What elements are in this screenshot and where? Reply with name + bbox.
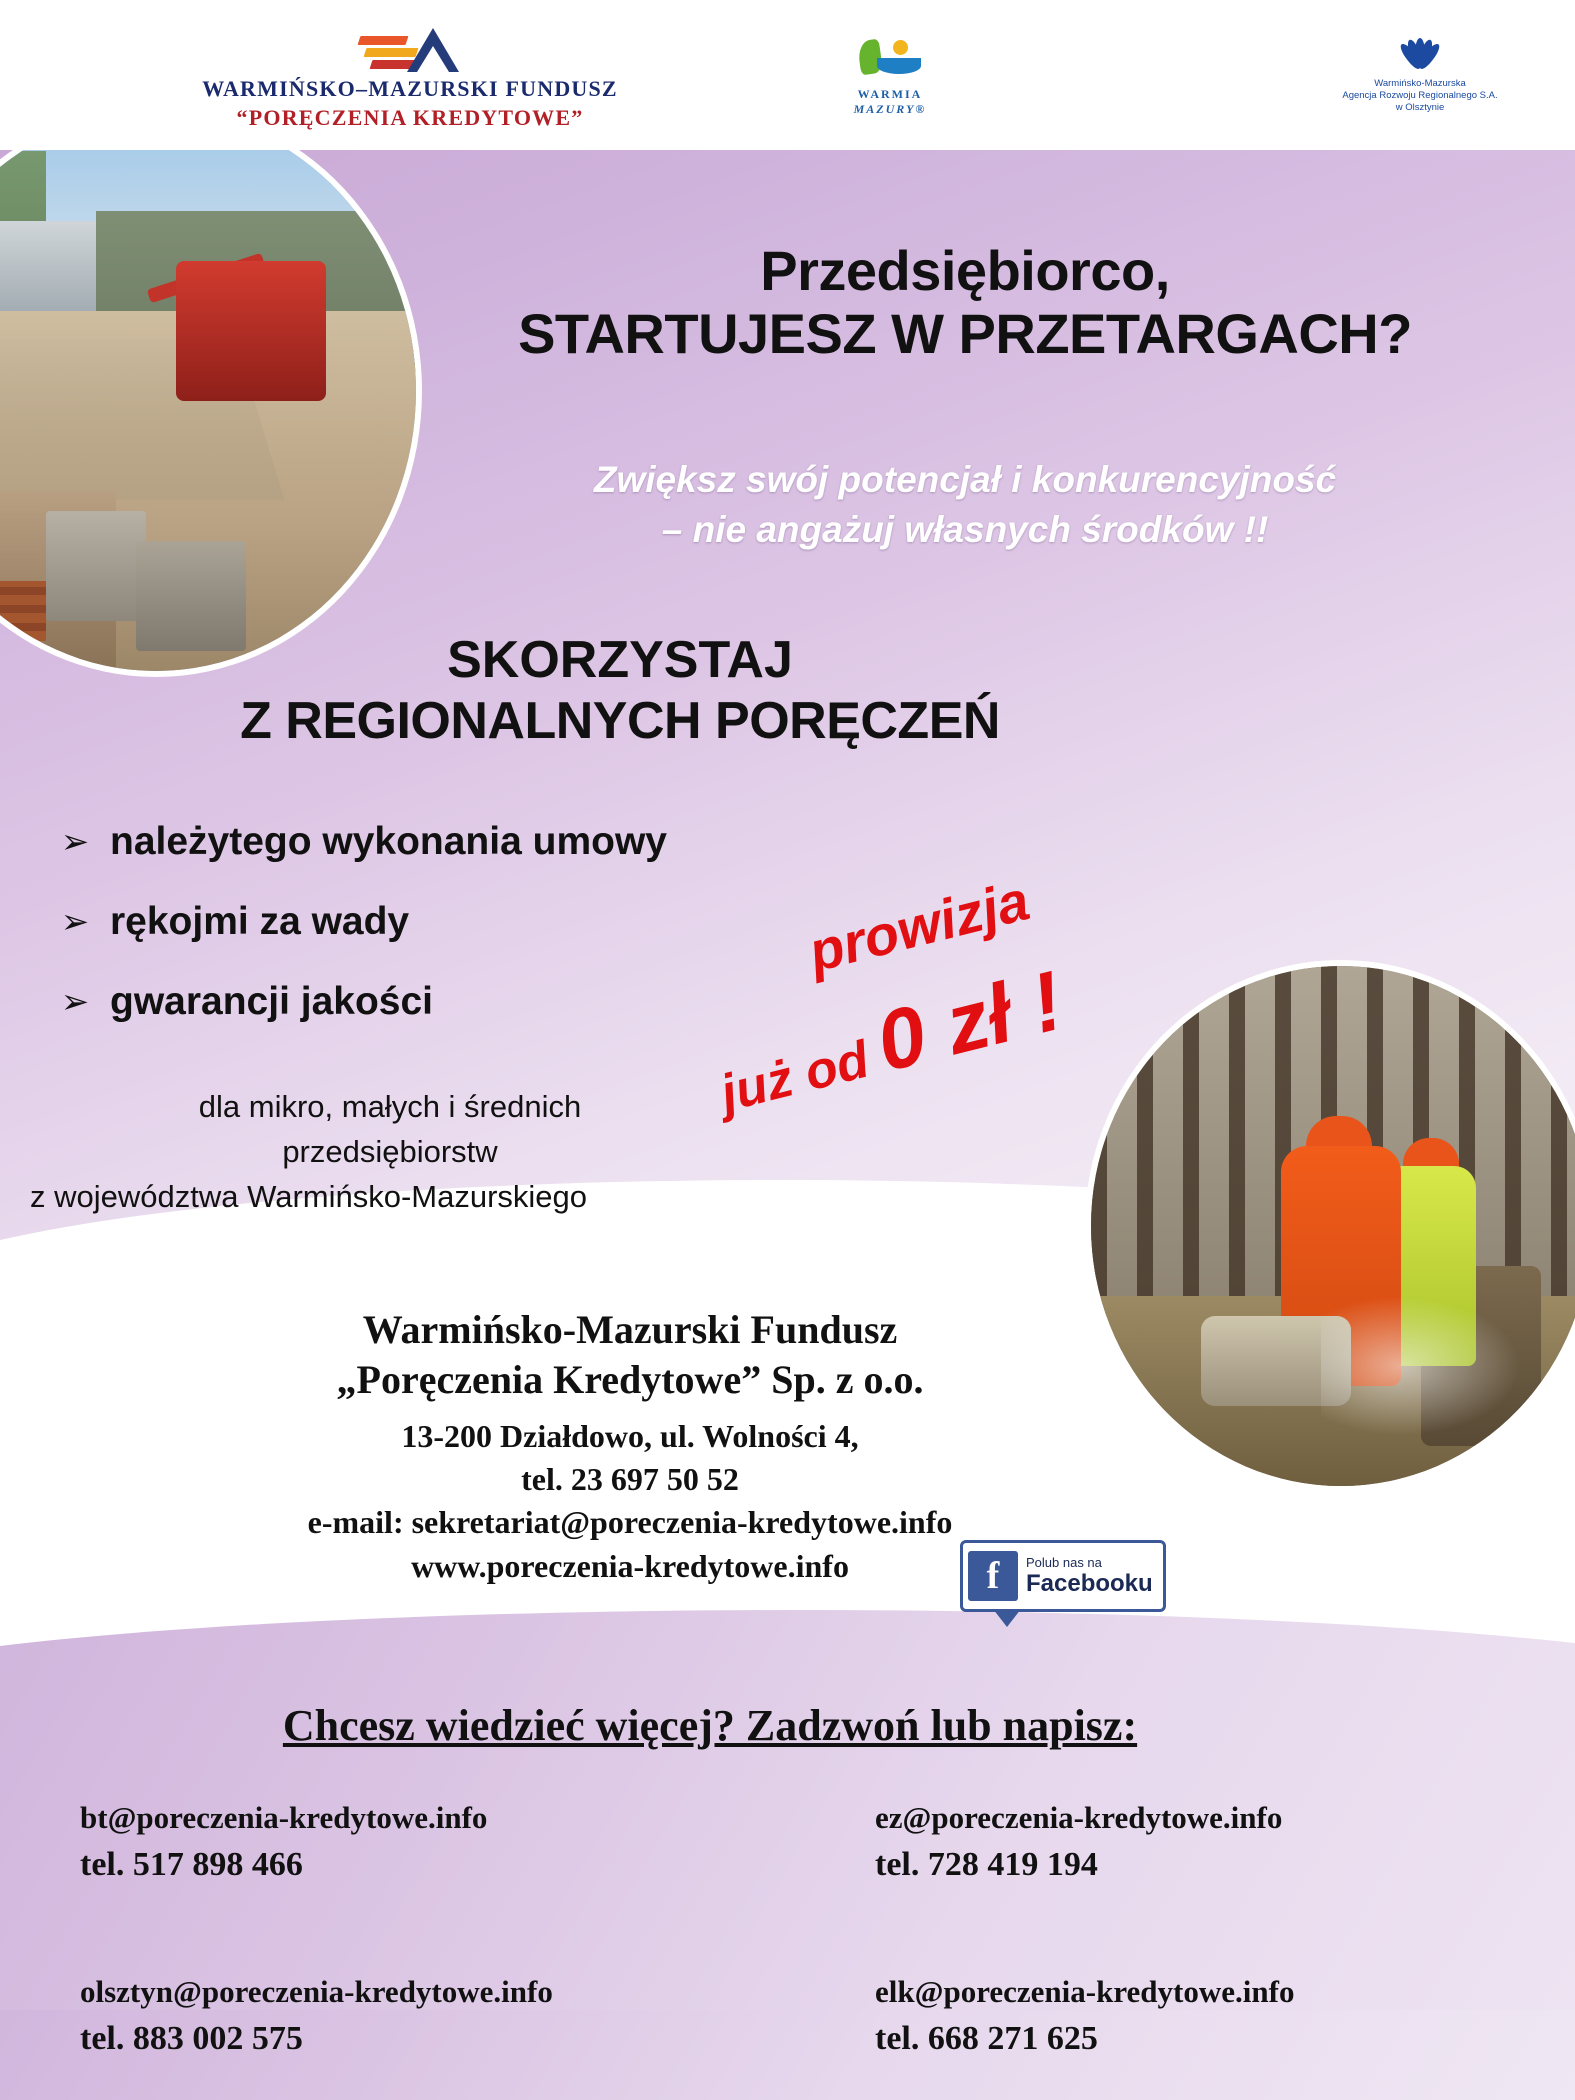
- target-group-line1: dla mikro, małych i średnich: [198, 1089, 582, 1124]
- contact-list: [80, 1800, 1510, 2058]
- region-logo: [800, 38, 980, 117]
- forestry-workers-photo: [1085, 960, 1575, 1492]
- commission-stamp-line1: prowizja: [802, 868, 1036, 984]
- agency-logo-flower-icon: [1392, 30, 1448, 74]
- region-logo-line1: WARMIA: [857, 87, 923, 101]
- fund-logo-line1: WARMIŃSKO–MAZURSKI FUNDUSZ: [202, 76, 618, 101]
- company-name-line2: „Poręczenia Kredytowe” Sp. z o.o.: [336, 1357, 924, 1402]
- contact-phone[interactable]: tel. 728 419 194: [875, 1846, 1098, 1883]
- contact-phone[interactable]: tel. 883 002 575: [80, 2020, 303, 2057]
- region-logo-mark-icon: [853, 38, 927, 84]
- contact-email[interactable]: olsztyn@poreczenia-kredytowe.info: [80, 1974, 553, 2009]
- fund-logo-line2: “PORĘCZENIA KREDYTOWE”: [236, 105, 584, 130]
- company-address: 13-200 Działdowo, ul. Wolności 4,: [401, 1418, 859, 1454]
- cta-line1: SKORZYSTAJ: [447, 631, 793, 689]
- company-website: www.poreczenia-kredytowe.info: [411, 1547, 849, 1584]
- contact-email[interactable]: elk@poreczenia-kredytowe.info: [875, 1974, 1295, 2009]
- cta-line2: Z REGIONALNYCH PORĘCZEŃ: [240, 692, 1000, 751]
- contact-email[interactable]: bt@poreczenia-kredytowe.info: [80, 1800, 488, 1835]
- contact-phone[interactable]: tel. 517 898 466: [80, 1846, 303, 1883]
- company-name-line1: Warmińsko-Mazurski Fundusz: [362, 1307, 898, 1352]
- cta-heading: [30, 630, 1210, 753]
- list-item: [80, 1974, 795, 2058]
- list-item: [795, 1974, 1510, 2058]
- fund-logo: [150, 22, 670, 131]
- more-info-title: Chcesz wiedzieć więcej? Zadzwoń lub napisz:: [282, 1701, 1138, 1750]
- contact-email[interactable]: ez@poreczenia-kredytowe.info: [875, 1800, 1283, 1835]
- agency-logo-line1: Warmińsko-Mazurska: [1374, 78, 1466, 89]
- company-email: e-mail: sekretariat@poreczenia-kredytowe.info: [307, 1504, 953, 1541]
- company-phone: tel. 23 697 50 52: [521, 1461, 739, 1498]
- target-group-line2: przedsiębiorstw: [282, 1133, 498, 1169]
- agency-logo-line3: w Olsztynie: [1395, 101, 1445, 113]
- headline: [390, 240, 1540, 365]
- list-item-label: gwarancji jakości: [110, 980, 433, 1023]
- facebook-icon: f: [968, 1551, 1018, 1601]
- list-item: [795, 1800, 1510, 1884]
- arrow-bullet-icon: ➢: [60, 982, 90, 1022]
- list-item: [40, 820, 1040, 864]
- facebook-badge-small-text: Polub nas na: [1026, 1554, 1102, 1570]
- headline-line1: Przedsiębiorco,: [760, 239, 1170, 302]
- logo-bar: [0, 0, 1575, 150]
- headline-line2: STARTUJESZ W PRZETARGACH?: [518, 301, 1412, 365]
- facebook-badge[interactable]: [960, 1540, 1166, 1612]
- target-group-line3: z województwa Warmińsko-Mazurskiego: [30, 1178, 588, 1214]
- arrow-bullet-icon: ➢: [60, 902, 90, 942]
- list-item: [80, 1800, 795, 1884]
- facebook-badge-label: Facebooku: [1026, 1569, 1153, 1597]
- agency-logo: [1310, 30, 1530, 114]
- fund-logo-mark-icon: [355, 22, 465, 72]
- list-item-label: należytego wykonania umowy: [110, 820, 667, 863]
- agency-logo-line2: Agencja Rozwoju Regionalnego S.A.: [1342, 89, 1498, 101]
- road-construction-photo: [0, 105, 422, 677]
- arrow-bullet-icon: ➢: [60, 822, 90, 862]
- subheadline-line1: Zwiększ swój potencjał i konkurencyjność: [593, 459, 1337, 500]
- list-item-label: rękojmi za wady: [110, 900, 410, 943]
- subheadline: [390, 455, 1540, 555]
- subheadline-line2: – nie angażuj własnych środków !!: [661, 508, 1269, 550]
- commission-stamp-prefix: już od: [714, 1030, 875, 1124]
- commission-stamp-amount: 0 zł !: [867, 952, 1072, 1090]
- contact-phone[interactable]: tel. 668 271 625: [875, 2020, 1098, 2057]
- target-group-text: [30, 1085, 750, 1220]
- region-logo-line2: MAZURY®: [853, 102, 927, 116]
